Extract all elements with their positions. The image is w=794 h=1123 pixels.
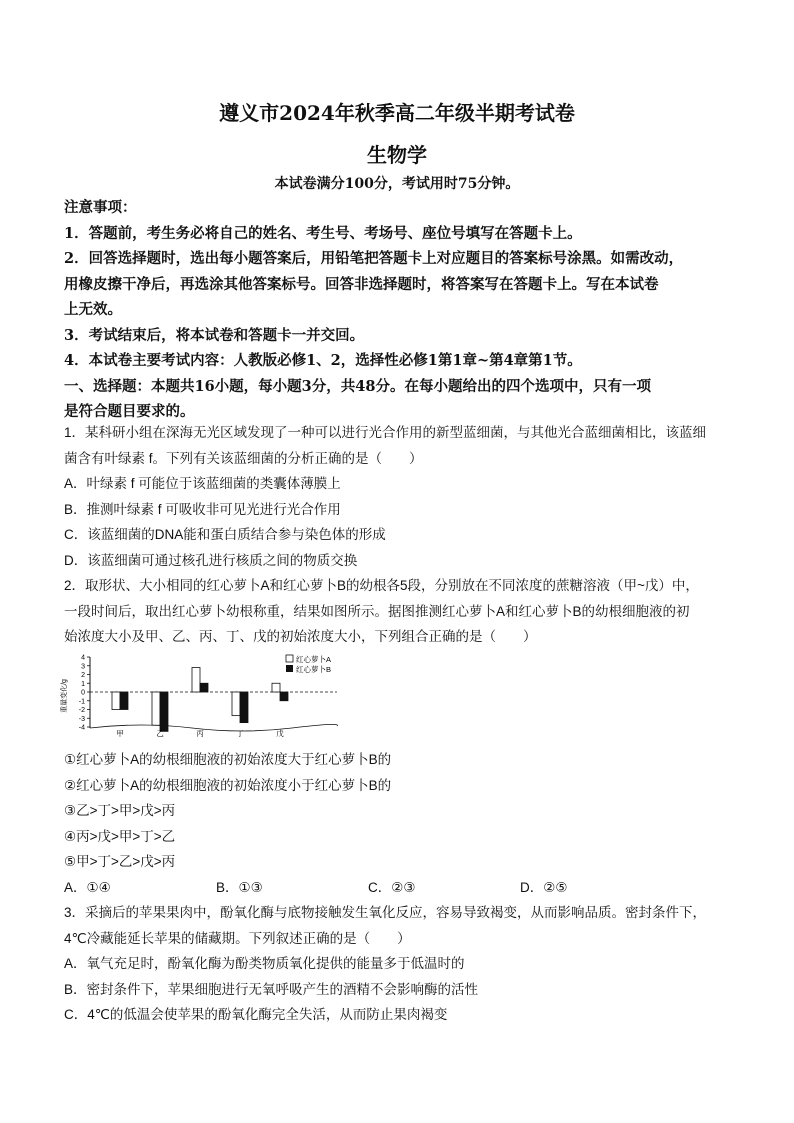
legend-swatch-a [286,655,293,662]
bar-series-a [272,683,280,692]
q2-statement: ③乙>丁>甲>戊>丙 [64,803,176,818]
instruction-item: 上无效。 [64,301,122,318]
q2-statement: ④丙>戊>甲>丁>乙 [64,828,176,844]
instruction-item: 3．考试结束后，将本试卷和答题卡一并交回。 [64,326,365,344]
y-tick-label: -1 [78,698,85,706]
q3-option-b: B．密封条件下，苹果细胞进行无氧呼吸产生的酒精不会影响酶的活性 [64,981,479,997]
q1-stem: 1．某科研小组在深海无光区域发现了一种可以进行光合作用的新型蓝细菌，与其他光合蓝细菌相比，该蓝细 [64,425,707,440]
bar-series-a [112,692,120,710]
section-heading-cont: 是符合题目要求的。 [64,403,195,420]
q2-statement: ②红心萝卜A的幼根细胞液的初始浓度小于红心萝卜B的 [64,777,392,793]
instruction-item: 用橡皮擦干净后，再选涂其他答案标号。回答非选择题时，将答案写在答题卡上。写在本试卷 [64,275,659,293]
q1-option-b: B．推测叶绿素 f 可吸收非可见光进行光合作用 [64,501,341,517]
y-tick-label: 0 [81,689,85,697]
q2-choices [64,875,734,901]
instruction-item: 4．本试卷主要考试内容：人教版必修1、2，选择性必修1第1章~第4章第1节。 [64,352,582,369]
question-3 [64,900,734,1028]
y-axis-label: 重量变化/g [61,679,68,713]
instructions-heading: 注意事项： [64,199,137,216]
y-tick-label: 4 [81,654,85,662]
bar-series-a [232,692,240,716]
q2-choice-b: B．①③ [216,879,263,895]
question-1 [64,420,734,573]
y-tick-label: 1 [81,680,85,688]
q3-option-c: C．4℃的低温会使苹果的酚氧化酶完全失活，从而防止果肉褐变 [64,1007,448,1022]
y-tick-label: 3 [81,663,85,671]
q2-statement: ⑤甲>丁>乙>戊>丙 [64,854,176,869]
x-category-label: 丙 [196,729,204,738]
y-tick-label: -2 [78,707,85,714]
legend-swatch-b [286,665,293,672]
q1-option-a: A．叶绿素 f 可能位于该蓝细菌的类囊体薄膜上 [64,476,341,491]
q2-stem: 一段时间后，取出红心萝卜幼根称重，结果如图所示。据图推测红心萝卜A和红心萝卜B的幼根细胞液的初 [64,603,690,619]
bar-series-a [152,692,160,725]
q2-choice-d: D．②⑤ [520,879,568,895]
q1-option-d: D．该蓝细菌可通过核孔进行核质之间的物质交换 [64,552,358,568]
q2-choice-a: A．①④ [64,879,111,895]
instruction-item: 1．答题前，考生务必将自己的姓名、考生号、考场号、座位号填写在答题卡上。 [64,224,582,242]
x-category-label: 乙 [156,729,164,738]
q3-stem: 4℃冷藏能延长苹果的储藏期。下列叙述正确的是（ ） [64,930,411,946]
exam-note: 本试卷满分100分，考试用时75分钟。 [274,176,520,192]
page-title: 遵义市2024年秋季高二年级半期考试卷 [219,101,575,125]
bar-series-b [280,692,288,701]
instruction-item: 2．回答选择题时，选出每小题答案后，用铅笔把答题卡上对应题目的答案标号涂黑。如需改动， [64,250,684,267]
x-category-label: 甲 [116,729,124,738]
question-2 [64,573,734,650]
y-tick-label: -4 [78,724,85,732]
bar-series-b [240,692,248,723]
q2-statement: ①红心萝卜A的幼根细胞液的初始浓度大于红心萝卜B的 [64,752,392,767]
legend-label-b: 红心萝卜B [296,665,332,674]
y-tick-label: -3 [78,715,85,723]
legend-label-a: 红心萝卜A [296,655,332,664]
q3-stem: 3．采摘后的苹果果肉中，酚氧化酶与底物接触发生氧化反应，容易导致褐变，从而影响品质。密封条件下， [64,905,707,920]
q2-stem: 始浓度大小及甲、乙、丙、丁、戊的初始浓度大小，下列组合正确的是（ ） [64,629,537,644]
q1-stem: 菌含有叶绿素 f。下列有关该蓝细菌的分析正确的是（ ） [64,450,423,466]
q2-stem: 2．取形状、大小相同的红心萝卜A和红心萝卜B的幼根各5段，分别放在不同浓度的蔗糖溶液（甲~戊）中， [64,578,699,593]
q1-option-c: C．该蓝细菌的DNA能和蛋白质结合参与染色体的形成 [64,527,386,542]
q2-statements [64,747,734,900]
x-category-label: 戊 [276,729,284,738]
bar-series-b [120,692,128,710]
section-heading: 一、选择题：本题共16小题，每小题3分，共48分。在每小题给出的四个选项中，只有一项 [64,377,651,395]
q2-choice-c: C．②③ [368,879,416,895]
q3-option-a: A．氧气充足时，酚氧化酶为酚类物质氧化提供的能量多于低温时的 [64,956,465,971]
y-tick-label: 2 [81,672,85,679]
subject-title: 生物学 [367,143,427,167]
x-category-label: 丁 [236,729,244,738]
bar-series-b [200,683,208,692]
weight-change-chart [62,652,352,740]
x-axis-baseline [90,724,337,731]
instructions [64,195,734,425]
bar-series-a [192,668,200,693]
